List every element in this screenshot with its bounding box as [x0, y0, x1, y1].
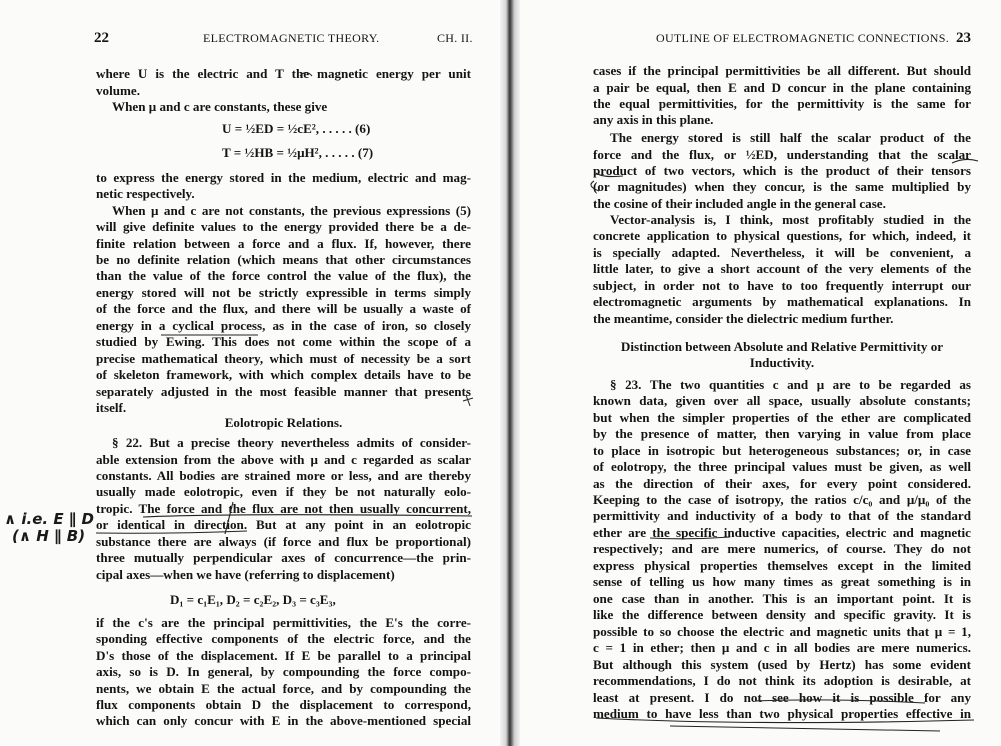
left-text-line: nents, we obtain E the actual force, and by compounding the: [96, 681, 471, 696]
right-text-line: subject, in order not to have to too frequently interrupt our: [593, 278, 971, 293]
right-text-line: The energy stored is still half the scalar product of the: [610, 130, 971, 145]
left-text-line: netic respectively.: [96, 186, 195, 201]
right-text-line: Keeping to the case of isotropy, the ratios c/c₀ and μ/μ₀ of the: [593, 492, 971, 507]
right-text-line: medium to have less than two physical properties effective in: [593, 706, 971, 721]
right-text-line: cases if the principal permittivities be all different. But should: [593, 63, 971, 78]
right-text-line: any axis in this plane.: [593, 112, 714, 127]
left-text-line: able extension from the above with μ and c regarded as scalar: [96, 452, 471, 467]
right-text-line: ether are the specific inductive capacities, electric and magnetic: [593, 525, 971, 540]
right-text-line: known data, given over all space, usually absolute constants;: [593, 393, 971, 408]
left-text-line: T = ½HB = ½μH², . . . . . (7): [222, 145, 374, 160]
left-text-line: of skeleton framework, with which complex details have to be: [96, 367, 471, 382]
right-running-head: OUTLINE OF ELECTROMAGNETIC CONNECTIONS.: [656, 31, 950, 45]
left-text-line: When μ and c are constants, these give: [112, 99, 328, 114]
left-text-line: itself.: [96, 400, 127, 415]
right-text-line: sense of telling us how many times as great something is in: [593, 574, 971, 589]
left-text-line: energy in a cyclical process, as in the case of iron, so closely: [96, 318, 471, 333]
left-text-line: to express the energy stored in the medium, electric and mag-: [96, 170, 471, 185]
right-text-line: little later, to give a short account of the very elements of the: [593, 261, 971, 276]
left-text-line: of the force and the flux, and there will be usually a waste of: [96, 301, 471, 316]
right-page: [520, 0, 1001, 746]
left-text-line: will give definite values to the energy provided there be a de-: [96, 219, 471, 234]
left-text-line: D's those of the displacement. If E be parallel to a principal: [96, 648, 471, 663]
right-text-line: permittivity and inductivity of a body to that of the standard: [593, 508, 971, 523]
left-page-number: 22: [94, 30, 109, 46]
left-text-line: cipal axes—when we have (referring to displacement): [96, 567, 395, 582]
right-text-line: force and the flux, or ½ED, understanding that the scalar: [593, 147, 971, 162]
left-text-line: U = ½ED = ½cE², . . . . . (6): [222, 121, 371, 136]
left-text-line: where U is the electric and T the magnetic energy per unit: [96, 66, 471, 81]
left-chapter-label: CH. II.: [437, 31, 473, 45]
right-page-number: 23: [956, 30, 971, 46]
right-text-line: the equal permittivities, for the permittivity is the same for: [593, 96, 971, 111]
left-text-line: energy stored will not be strictly expressible in terms simply: [96, 285, 471, 300]
left-text-line: Eolotropic Relations.: [224, 415, 343, 430]
right-text-line: Distinction between Absolute and Relative Permittivity or: [620, 339, 944, 354]
right-text-line: of eolotropy, the three principal values must be given, as well: [593, 459, 971, 474]
right-text-line: but when the simpler properties of the ether are complicated: [593, 410, 971, 425]
left-text-line: than the value of the force control the value of the flux), the: [96, 268, 471, 283]
right-text-line: to place in isotropic but heterogeneous substances; or, in case: [593, 443, 971, 458]
right-text-line: electromagnetic arguments by mathematical explanations. In: [593, 294, 971, 309]
book-gutter: [500, 0, 520, 746]
left-text-line: studied by Ewing. This does not come within the scope of a: [96, 334, 471, 349]
right-text-line: least at present. I do not see how it is possible for any: [593, 690, 971, 705]
right-text-line: by the presence of matter, then varying in value from place: [593, 426, 971, 441]
right-text-line: recommendations, I do not think its adoption is desirable, at: [593, 673, 971, 688]
left-text-line: finite relation between a force and a flux. If, however, there: [96, 236, 471, 251]
left-text-line: be no definite relation (which means that other circumstances: [96, 252, 471, 267]
left-text-line: usually made eolotropic, even if they be not naturally eolo-: [96, 484, 471, 499]
handwritten-margin-note-1: ∧ i.e. E ∥ D: [4, 510, 94, 528]
left-text-line: separately adjusted in the most feasible manner that presents: [96, 384, 471, 399]
left-text-line: if the c's are the principal permittivities, the E's the corre-: [96, 615, 471, 630]
left-text-line: D₁ = c₁E₁, D₂ = c₂E₂, D₃ = c₃E₃,: [170, 592, 336, 607]
right-text-line: (or magnitudes) when they concur, is the same multiplied by: [593, 179, 971, 194]
right-text-line: product of two vectors, which is the product of their tensors: [593, 163, 971, 178]
right-text-line: the cosine of their included angle in the general case.: [593, 196, 886, 211]
handwritten-margin-note-2: (∧ H ∥ B): [12, 527, 86, 545]
right-text-line: possible to so choose the electric and magnetic units that μ = 1,: [593, 624, 971, 639]
right-text-line: c = 1 in ether; then μ and c in all bodies are mere numerics.: [593, 640, 971, 655]
right-text-line: a pair be equal, then E and D concur in the plane containing: [593, 80, 971, 95]
right-text-line: like the difference between density and specific gravity. It is: [593, 607, 971, 622]
right-text-line: as the direction of their axes, for every point considered.: [593, 476, 971, 491]
right-text-line: respectively; and are mere numerics, of course. They do not: [593, 541, 971, 556]
right-text-line: Inductivity.: [749, 355, 815, 370]
left-text-line: sponding effective components of the electric force, and the: [96, 631, 471, 646]
right-text-line: § 23. The two quantities c and μ are to be regarded as: [610, 377, 971, 392]
left-text-line: precise mathematical theory, which must of necessity be a sort: [96, 351, 471, 366]
left-text-line: volume.: [96, 83, 141, 98]
right-text-line: one case than in another. This is an important point. It is: [593, 591, 971, 606]
left-text-line: which can only concur with E in the above-mentioned special: [96, 713, 471, 728]
left-text-line: or identical in direction. But at any point in an eolotropic: [96, 517, 471, 532]
left-text-line: axis, so is D. In general, by compounding the force compo-: [96, 664, 471, 679]
right-text-line: Vector-analysis is, I think, most profitably studied in the: [610, 212, 971, 227]
left-text-line: flux components obtain D the displacement to correspond,: [96, 697, 471, 712]
right-text-line: concrete application to physical questions, for which, indeed, it: [593, 228, 971, 243]
left-text-line: When μ and c are not constants, the previous expressions (5): [112, 203, 471, 218]
right-text-line: is specially adapted. Nevertheless, it will be convenient, a: [593, 245, 971, 260]
left-running-head: ELECTROMAGNETIC THEORY.: [203, 31, 380, 45]
right-text-line: But although this system (used by Hertz) has some evident: [593, 657, 971, 672]
left-text-line: tropic. The force and the flux are not then usually concurrent,: [96, 501, 471, 516]
left-page: [0, 0, 500, 746]
left-text-line: substance there are always (if force and flux be proportional): [96, 534, 471, 549]
left-text-line: § 22. But a precise theory nevertheless admits of consider-: [112, 435, 471, 450]
left-text-line: constants. All bodies are strained more or less, and are thereby: [96, 468, 471, 483]
right-text-line: the meantime, consider the dielectric medium further.: [593, 311, 894, 326]
left-text-line: three mutually perpendicular axes of concurrence—the prin-: [96, 550, 471, 565]
right-text-line: express physical properties themselves except in the limited: [593, 558, 971, 573]
